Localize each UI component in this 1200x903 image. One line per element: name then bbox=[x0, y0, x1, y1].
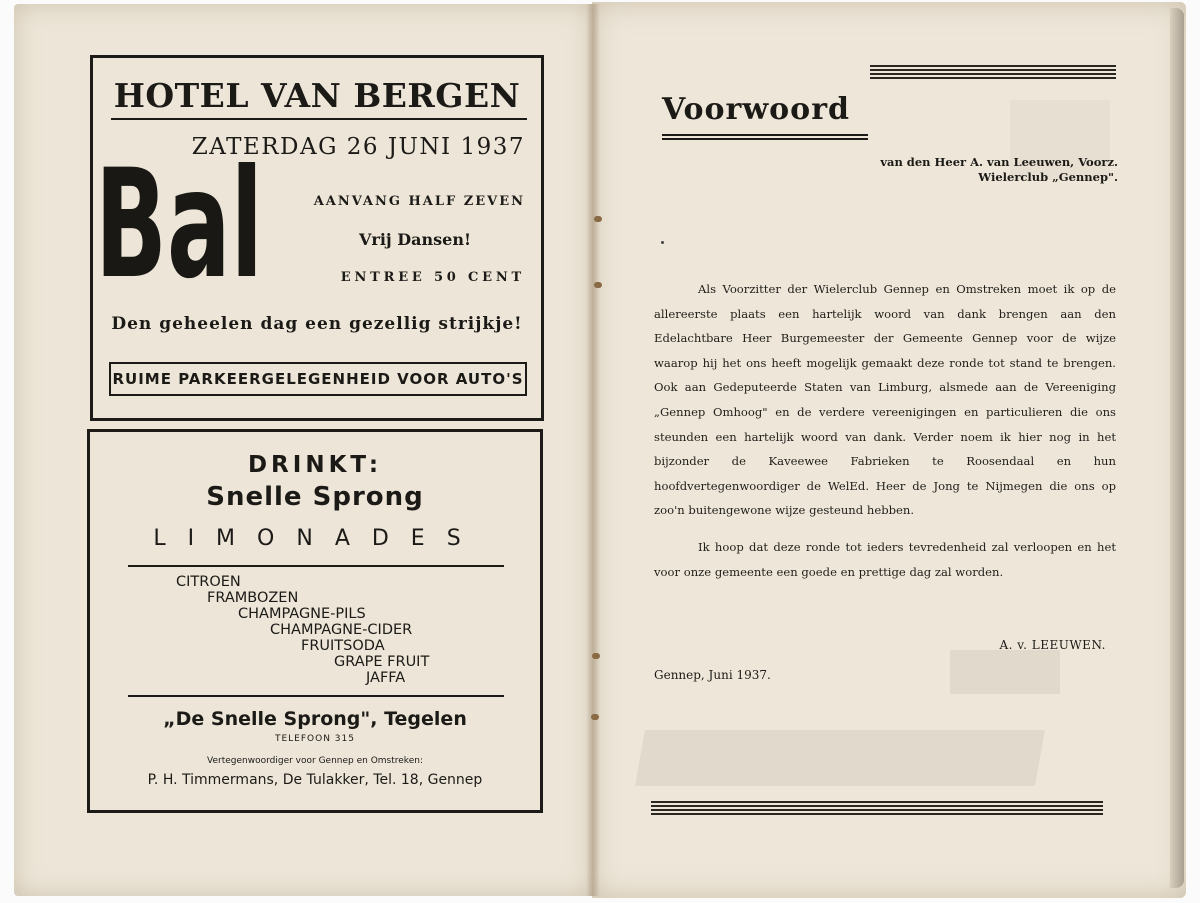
brand-name: Snelle Sprong bbox=[206, 482, 424, 512]
phone-number: TELEFOON 315 bbox=[274, 734, 355, 744]
free-dance-text: Vrij Dansen! bbox=[359, 230, 471, 249]
paragraph: Ik hoop dat deze ronde tot ieders tevredenheid zal verloopen en het voor onze gemeente een goede en prettige dag zal worden. bbox=[654, 539, 1116, 579]
center-fold bbox=[586, 4, 600, 896]
paragraph: Als Voorzitter der Wielerclub Gennep en Omstreken moet ik op de allereerste plaats een hartelijk woord van dank brengen aan den Edelachtbare Heer Burgemeester der Gemeente Gennep voor de wijze waarop hij het ons heeft mogelijk gemaakt deze ronde tot stand te brengen. Ook aan Gedeputeerde Staten van Limburg, alsmede aan de Vereeniging „Gennep Omhoog" en de verdere vereenigingen en particulieren die ons steunden een hartelijk woord van dank. Verder noem ik hier nog in het bijzonder de Kaveewee Fabrieken te Roosendaal en hun hoofdvertegenwoordiger de WelEd. Heer de Jong te Nijmegen die ons op zoo'n buitengewone wijze gesteund hebben. bbox=[654, 282, 1116, 518]
flavor-item: CITROEN bbox=[176, 574, 241, 590]
lemonade-advertisement bbox=[87, 429, 543, 813]
bleed-through-shape bbox=[950, 650, 1060, 694]
decorative-rule-top bbox=[870, 65, 1116, 81]
foreword-body bbox=[654, 277, 1116, 584]
title-underline bbox=[662, 134, 868, 144]
bleed-through-shape bbox=[635, 730, 1045, 786]
start-time: AANVANG HALF ZEVEN bbox=[313, 194, 525, 209]
drink-heading: DRINKT: bbox=[247, 452, 383, 478]
flavor-item: CHAMPAGNE-PILS bbox=[238, 606, 366, 622]
staple-top bbox=[594, 216, 602, 222]
representative-label: Vertegenwoordiger voor Gennep en Omstreken: bbox=[207, 756, 423, 766]
page-title: Voorwoord bbox=[662, 92, 850, 127]
music-note: Den geheelen dag een gezellig strijkje! bbox=[111, 314, 523, 334]
title-rule bbox=[111, 118, 527, 120]
flavor-item: GRAPE FRUIT bbox=[334, 654, 430, 670]
parking-notice: RUIME PARKEERGELEGENHEID VOOR AUTO'S bbox=[109, 362, 527, 396]
staple-upper bbox=[594, 282, 602, 288]
bal-logo bbox=[93, 134, 265, 284]
hotel-advertisement bbox=[90, 55, 544, 421]
decorative-rule-bottom bbox=[651, 801, 1103, 821]
flavor-item: CHAMPAGNE-CIDER bbox=[270, 622, 413, 638]
entry-fee: ENTREE 50 CENT bbox=[340, 270, 525, 285]
divider bbox=[128, 565, 504, 567]
signature: A. v. LEEUWEN. bbox=[999, 638, 1106, 652]
divider bbox=[128, 695, 504, 697]
representative-info: P. H. Timmermans, De Tulakker, Tel. 18, Gennep bbox=[147, 772, 483, 788]
flavor-item: FRAMBOZEN bbox=[207, 590, 299, 606]
hotel-title: HOTEL VAN BERGEN bbox=[113, 76, 521, 115]
author-subtitle bbox=[872, 155, 1118, 185]
product-name: LIMONADES bbox=[153, 526, 483, 551]
staple-bottom bbox=[591, 714, 599, 720]
flavor-item: FRUITSODA bbox=[301, 638, 385, 654]
subtitle-line: Wielerclub „Gennep". bbox=[978, 170, 1118, 184]
svg-text:Bal: Bal bbox=[95, 138, 263, 284]
flavor-item: JAFFA bbox=[366, 670, 406, 686]
event-date: ZATERDAG 26 JUNI 1937 bbox=[191, 134, 525, 160]
subtitle-line: van den Heer A. van Leeuwen, Voorz. bbox=[880, 155, 1118, 169]
ink-dot bbox=[661, 241, 664, 244]
page-edge bbox=[1170, 8, 1184, 888]
place-date: Gennep, Juni 1937. bbox=[654, 668, 771, 682]
company-name: „De Snelle Sprong", Tegelen bbox=[163, 708, 467, 730]
staple-lower bbox=[592, 653, 600, 659]
